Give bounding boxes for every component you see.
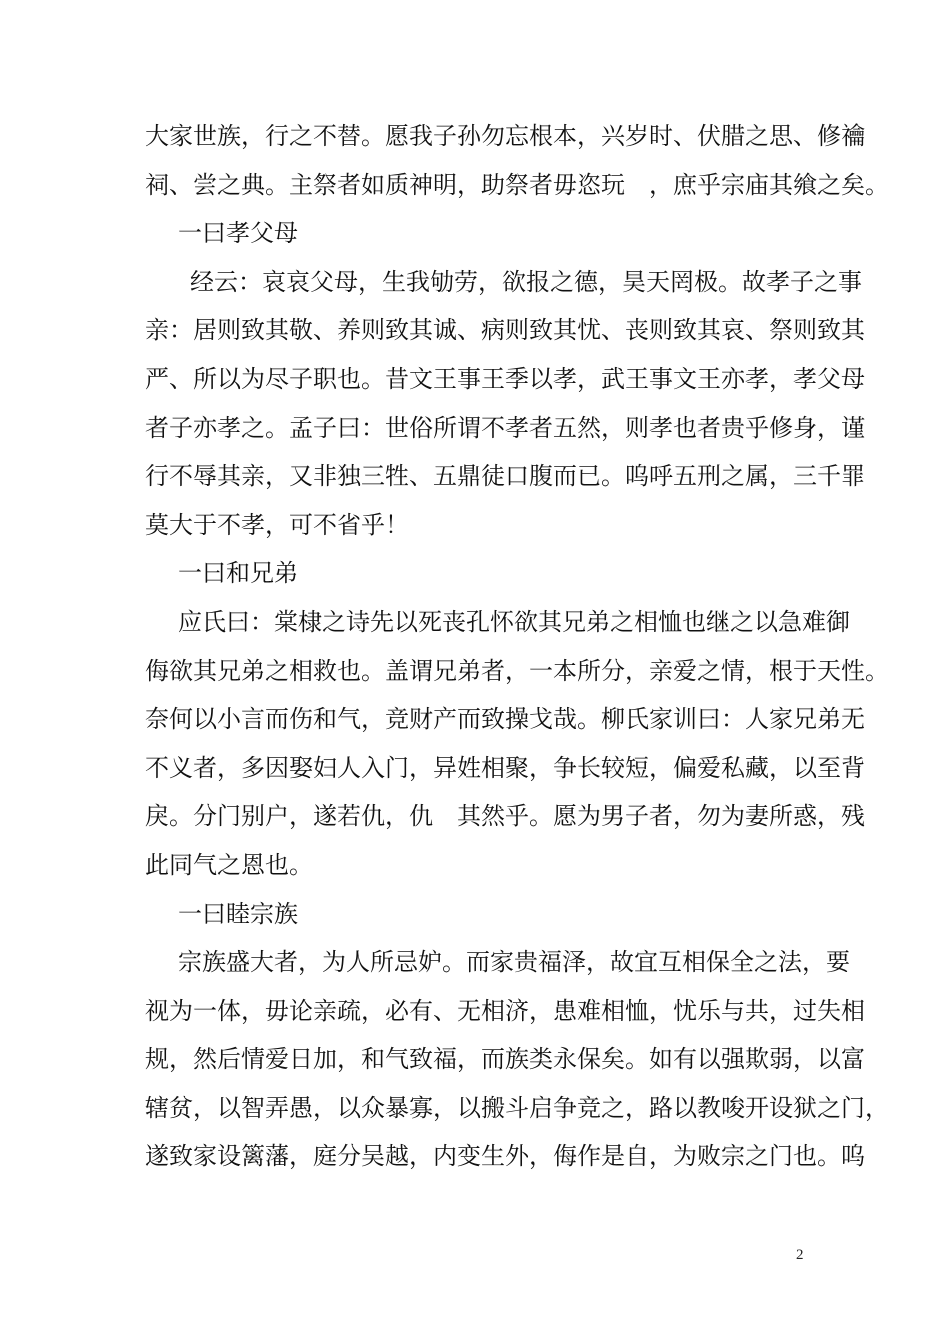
section-heading-clan: 一曰睦宗族 <box>178 899 298 928</box>
text-line: 者子亦孝之。孟子曰：世俗所谓不孝者五然，则孝也者贵乎修身，谨 <box>145 413 865 442</box>
text-line: 亲：居则致其敬、养则致其诚、病则致其忧、丧则致其哀、祭则致其 <box>145 316 865 345</box>
text-line: 视为一体，毋论亲疏，必有、无相济，患难相恤，忧乐与共，过失相 <box>145 996 865 1025</box>
text-line: 大家世族，行之不替。愿我子孙勿忘根本，兴岁时、伏腊之思、修禴 <box>145 122 865 150</box>
text-line: 经云：哀哀父母，生我劬劳，欲报之德，昊天罔极。故孝子之事 <box>190 267 862 296</box>
text-line: 宗族盛大者，为人所忌妒。而家贵福泽，故宜互相保全之法，要 <box>178 948 850 977</box>
text-line: 应氏曰：棠棣之诗先以死丧孔怀欲其兄弟之相恤也继之以急难御 <box>178 607 850 636</box>
page-number: 2 <box>796 1247 804 1263</box>
text-line: 严、所以为尽子职也。昔文王事王季以孝，武王事文王亦孝，孝父母 <box>145 364 865 393</box>
text-line: 不义者，多因娶妇人入门，异姓相聚，争长较短，偏爱私藏，以至背 <box>145 753 865 782</box>
text-line: 戾。分门别户，遂若仇，仇 其然乎。愿为男子者，勿为妻所惑，残 <box>145 802 865 831</box>
text-line: 此同气之恩也。 <box>145 850 313 879</box>
text-line: 祠、尝之典。主祭者如质神明，助祭者毋恣玩 ，庶乎宗庙其飨之矣。 <box>145 170 889 199</box>
text-line: 行不辱其亲，又非独三牲、五鼎徒口腹而已。呜呼五刑之属，三千罪 <box>145 462 865 491</box>
text-line: 辖贫，以智弄愚，以众暴寡，以搬斗启争竞之，路以教唆开设狱之门， <box>145 1093 889 1122</box>
text-line: 奈何以小言而伤和气，竞财产而致操戈哉。柳氏家训曰：人家兄弟无 <box>145 705 865 734</box>
section-heading-filial-piety: 一曰孝父母 <box>178 219 298 248</box>
text-line: 遂致家设篱藩，庭分吴越，内变生外，侮作是自，为败宗之门也。呜 <box>145 1142 865 1171</box>
text-line: 侮欲其兄弟之相救也。盖谓兄弟者，一本所分，亲爱之情，根于天性。 <box>145 656 889 685</box>
section-heading-brothers: 一曰和兄弟 <box>178 559 298 588</box>
text-line: 规，然后情爱日加，和气致福，而族类永保矣。如有以强欺弱，以富 <box>145 1045 865 1074</box>
document-body <box>145 112 889 1181</box>
text-line: 莫大于不孝，可不省乎！ <box>145 510 409 539</box>
